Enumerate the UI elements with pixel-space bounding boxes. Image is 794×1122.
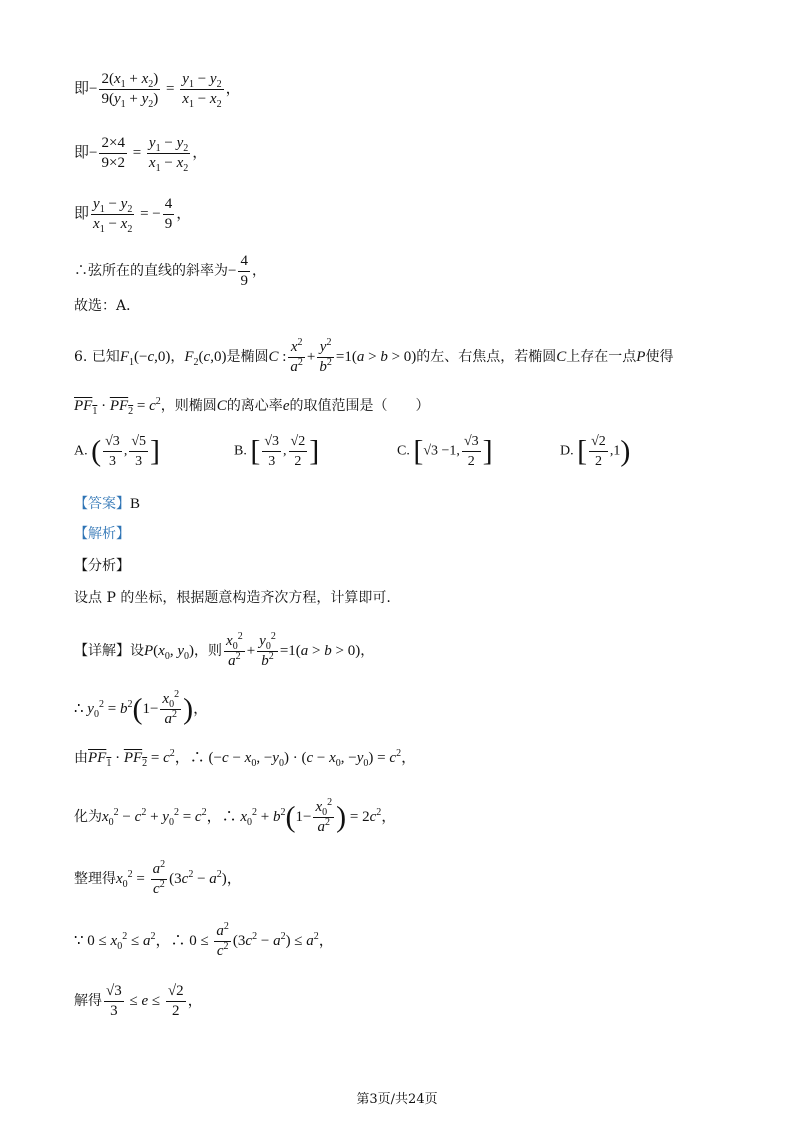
detail-tag: 【详解】: [74, 642, 130, 659]
text-suffix: ，: [176, 205, 192, 222]
text-prefix: 即: [74, 80, 90, 97]
fraction: $\frac{y_1 - y_2}{x_1 - x_2}$: [148, 135, 189, 174]
option-b[interactable]: B. [ $\frac{√3}{3}$ , $\frac{√2}{2}$ ]: [234, 434, 320, 469]
fraction: $\frac{y_1 - y_2}{x_1 - x_2}$: [182, 71, 222, 110]
detail-line-4: 化为$x_0^2 - c^2 + y_0^2 = c^2$，∴ $x_0^2 + b^2(1-$ $\frac{x_0^2}{a^2}$ ) = $2c^2$，: [74, 797, 397, 835]
answer-tag: 【答案】: [74, 496, 130, 512]
option-label: B.: [234, 443, 247, 459]
fraction: $\frac{4}{9}$: [164, 196, 173, 232]
text-suffix: ，: [192, 144, 208, 161]
option-label: C.: [397, 443, 410, 459]
detail-line-6: ∵ $0 \le x_0^2 \le a^2$，∴ 0 ≤ $\frac{a^2}{c^2}$ $(3c^2 - a^2) \le a^2$，: [74, 921, 334, 959]
fraction: $\frac{y_1 - y_2}{x_1 - x_2}$: [93, 196, 133, 235]
question-number: 6.: [74, 348, 88, 365]
solution-line-4: ∴弦所在的直线的斜率为− $\frac{4}{9}$ ，: [74, 253, 266, 289]
text-suffix: ，: [225, 80, 241, 97]
detail-line-5: 整理得$x_0^2$ = $\frac{a^2}{c^2}$ $(3c^2 - a^2)$，: [74, 859, 242, 897]
option-label: D.: [560, 443, 574, 459]
solution-line-3: 即 $\frac{y_1 - y_2}{x_1 - x_2}$ = − $\frac{4}{9}$ ，: [74, 196, 192, 235]
fraction: $\frac{2(x_1 + x_2)}{9(y_1 + y_2)}$: [101, 71, 159, 110]
question-text: ，则椭圆: [160, 398, 217, 414]
question-text: 的左、右焦点，若椭圆: [416, 348, 557, 365]
solution-line-2: 即− $\frac{2\times 4}{9\times 2}$ = $\frac{y_1 - y_2}{x_1 - x_2}$ ，: [74, 135, 208, 174]
fenxi-tag: 【分析】: [74, 558, 130, 574]
question-text: 已知: [91, 348, 120, 365]
detail-line-7: 解得 $\frac{√3}{3}$ ≤ e ≤ $\frac{√2}{2}$ ，: [74, 983, 203, 1019]
page-footer: 第3页/共24页: [356, 1092, 438, 1107]
text-prefix: ∴弦所在的直线的斜率为: [74, 262, 228, 279]
detail-text: 整理得: [74, 870, 116, 887]
text-prefix: 即: [74, 144, 90, 161]
option-c[interactable]: C. [√3 −1, $\frac{√3}{2}$ ]: [397, 434, 493, 469]
detail-text: 解得: [74, 992, 102, 1009]
question-text: 使得: [645, 348, 674, 365]
text-prefix: 即: [74, 205, 90, 222]
detail-line-1: 【详解】设$P(x_0$, $y_0$)，则 $\frac{x_0^2}{a^2}$ + $\frac{y_0^2}{b^2}$ =1(a > b > 0)，: [74, 631, 375, 669]
option-a[interactable]: A. ( $\frac{√3}{3}$ , $\frac{√5}{3}$ ]: [74, 434, 160, 469]
fraction: $\frac{2\times 4}{9\times 2}$: [101, 135, 125, 171]
question-text: 的离心率: [226, 398, 283, 414]
solution-line-5: 故选：A．: [74, 298, 141, 314]
question-text: 的取值范围是（ ）: [289, 398, 430, 414]
fenxi-text: 设点 P 的坐标，根据题意构造齐次方程，计算即可.: [74, 590, 391, 606]
detail-text: 由: [74, 750, 88, 766]
detail-text: 化为: [74, 808, 102, 825]
question-text: 上存在一点: [566, 348, 637, 365]
detail-text: 设: [130, 642, 144, 659]
answer-value: B: [130, 496, 141, 512]
solution-line-1: 即− $\frac{2(x_1 + x_2)}{9(y_1 + y_2)}$ = $\frac{y_1 - y_2}{x_1 - x_2}$ ，: [74, 71, 241, 110]
question-text: 是椭圆: [226, 348, 269, 365]
question-6-line-2: $PF_1 \cdot PF_2 = c^2$，则椭圆C的离心率e的取值范围是（ ）: [74, 396, 430, 417]
detail-text: ，则: [194, 642, 223, 659]
question-6-line-1: 6. 已知$F_1(-c,0)$，$F_2(c,0)$是椭圆C : $\frac{x^2}{a^2}$ + $\frac{y^2}{b^2}$ =1(a > b > 0)的左、右焦点，若椭圆C上存在一点P使得: [74, 337, 674, 375]
option-d[interactable]: D. [ $\frac{√2}{2}$ ,1): [560, 434, 631, 469]
detail-line-3: 由$PF_1 \cdot PF_2 = c^2$，∴ ($-c - x_0$, $-y_0) \cdot (c - x_0$, $-y_0) = c^2$，: [74, 748, 417, 769]
detail-text: ，: [360, 642, 375, 659]
answer-line: [74, 494, 140, 514]
analysis-tag: 【解析】: [74, 526, 130, 542]
text-suffix: ，: [251, 262, 266, 279]
option-label: A.: [74, 443, 88, 459]
detail-line-2: ∴ $y_0^2 = b^2(1-$ $\frac{x_0^2}{a^2}$ )，: [74, 689, 209, 727]
